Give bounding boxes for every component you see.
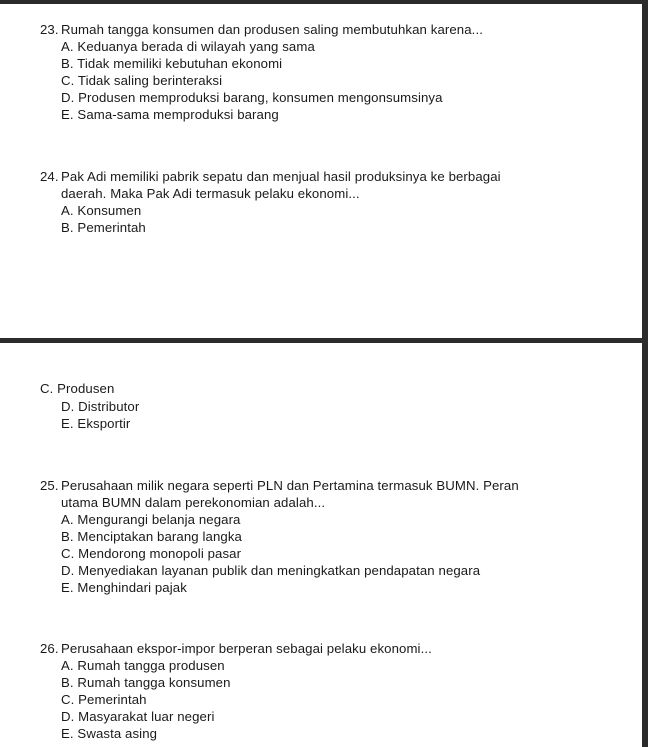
question-24-stem-line-1 [40, 169, 501, 185]
question-number: 26. [40, 641, 59, 656]
question-26-stem [40, 641, 432, 657]
option-c[interactable]: C. Mendorong monopoli pasar [61, 546, 242, 561]
option-c[interactable]: C. Tidak saling berinteraksi [61, 73, 223, 88]
option-d[interactable]: D. Menyediakan layanan publik dan meningkatkan pendapatan negara [61, 563, 481, 578]
option-b[interactable]: B. Tidak memiliki kebutuhan ekonomi [61, 56, 283, 71]
option-e[interactable]: E. Swasta asing [61, 726, 158, 741]
question-number: 24. [40, 169, 59, 184]
option-a[interactable]: A. Konsumen [61, 203, 142, 218]
option-d[interactable]: D. Masyarakat luar negeri [61, 709, 215, 724]
option-c[interactable]: C. Produsen [40, 381, 115, 396]
option-b[interactable]: B. Rumah tangga konsumen [61, 675, 231, 690]
option-a[interactable]: A. Keduanya berada di wilayah yang sama [61, 39, 315, 54]
frame-top-border [0, 0, 648, 4]
question-text: Rumah tangga konsumen dan produsen saling membutuhkan karena... [61, 22, 483, 37]
option-b[interactable]: B. Menciptakan barang langka [61, 529, 242, 544]
page-divider-band [0, 338, 648, 343]
option-a[interactable]: A. Mengurangi belanja negara [61, 512, 241, 527]
option-e[interactable]: E. Menghindari pajak [61, 580, 187, 595]
question-number: 23. [40, 22, 59, 37]
option-a[interactable]: A. Rumah tangga produsen [61, 658, 225, 673]
question-text: Perusahaan milik negara seperti PLN dan Pertamina termasuk BUMN. Peran [61, 478, 519, 493]
option-e[interactable]: E. Eksportir [61, 416, 131, 431]
question-25-stem-line-1 [40, 478, 519, 494]
option-c[interactable]: C. Pemerintah [61, 692, 147, 707]
option-d[interactable]: D. Produsen memproduksi barang, konsumen mengonsumsinya [61, 90, 443, 105]
question-text: Pak Adi memiliki pabrik sepatu dan menjual hasil produksinya ke berbagai [61, 169, 501, 184]
option-d[interactable]: D. Distributor [61, 399, 140, 414]
question-23-stem [40, 22, 483, 38]
option-e[interactable]: E. Sama-sama memproduksi barang [61, 107, 279, 122]
frame-right-border [642, 0, 648, 747]
question-text: Perusahaan ekspor-impor berperan sebagai pelaku ekonomi... [61, 641, 432, 656]
option-b[interactable]: B. Pemerintah [61, 220, 146, 235]
question-25-stem-line-2: utama BUMN dalam perekonomian adalah... [61, 495, 326, 510]
question-number: 25. [40, 478, 59, 493]
question-24-stem-line-2: daerah. Maka Pak Adi termasuk pelaku ekonomi... [61, 186, 360, 201]
